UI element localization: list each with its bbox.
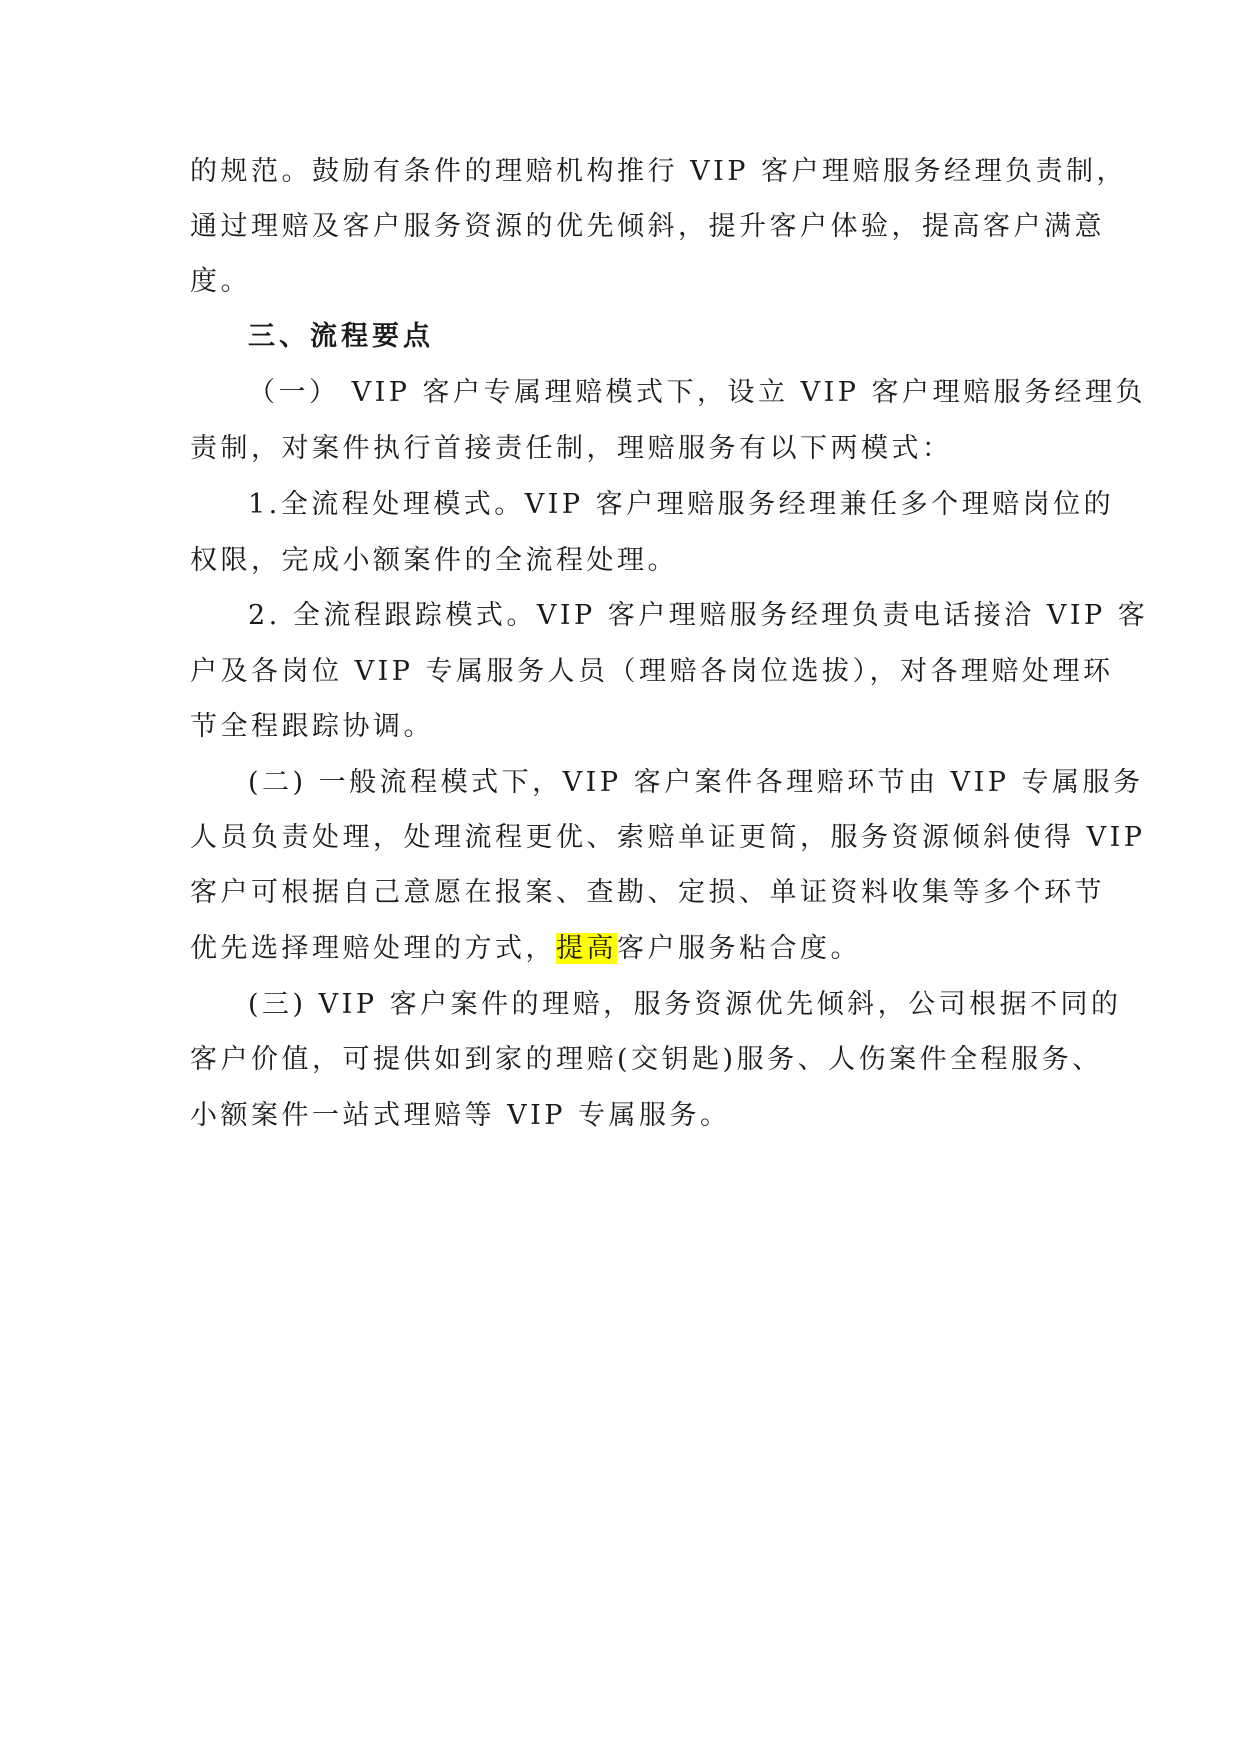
paragraph-4-line-2: 户及各岗位 VIP 专属服务人员（理赔各岗位选拔），对各理赔处理环	[190, 656, 1114, 687]
paragraph-3-line-2: 权限，完成小额案件的全流程处理。	[190, 545, 678, 576]
paragraph-5-line-3: 客户可根据自己意愿在报案、查勘、定损、单证资料收集等多个环节	[190, 877, 1105, 908]
paragraph-5-line-4-text-after: 客户服务粘合度。	[617, 933, 861, 964]
paragraph-6-line-3: 小额案件一站式理赔等 VIP 专属服务。	[190, 1100, 731, 1131]
paragraph-5-line-4-text-before: 优先选择理赔处理的方式，	[190, 933, 556, 964]
paragraph-3-line-1: 1.全流程处理模式。VIP 客户理赔服务经理兼任多个理赔岗位的	[248, 489, 1115, 520]
paragraph-5-line-2: 人员负责处理，处理流程更优、索赔单证更简，服务资源倾斜使得 VIP	[190, 822, 1146, 853]
paragraph-5-line-4	[190, 929, 1070, 969]
paragraph-4-line-1: 2. 全流程跟踪模式。VIP 客户理赔服务经理负责电话接洽 VIP 客	[248, 600, 1149, 631]
paragraph-1-line-1: 的规范。鼓励有条件的理赔机构推行 VIP 客户理赔服务经理负责制，	[190, 156, 1127, 187]
paragraph-2-line-1: （一） VIP 客户专属理赔模式下，设立 VIP 客户理赔服务经理负	[248, 377, 1146, 408]
section-heading: 三、流程要点	[248, 321, 434, 352]
paragraph-1-line-3: 度。	[190, 266, 251, 297]
paragraph-4-line-3: 节全程跟踪协调。	[190, 711, 434, 742]
paragraph-1-line-2: 通过理赔及客户服务资源的优先倾斜，提升客户体验，提高客户满意	[190, 211, 1105, 242]
paragraph-5-line-1: (二) 一般流程模式下，VIP 客户案件各理赔环节由 VIP 专属服务	[248, 767, 1144, 798]
paragraph-6-line-1: (三) VIP 客户案件的理赔，服务资源优先倾斜，公司根据不同的	[248, 989, 1122, 1020]
highlighted-text: 提高	[556, 933, 617, 964]
paragraph-6-line-2: 客户价值，可提供如到家的理赔(交钥匙)服务、人伤案件全程服务、	[190, 1044, 1103, 1075]
paragraph-2-line-2: 责制，对案件执行首接责任制，理赔服务有以下两模式：	[190, 433, 953, 464]
